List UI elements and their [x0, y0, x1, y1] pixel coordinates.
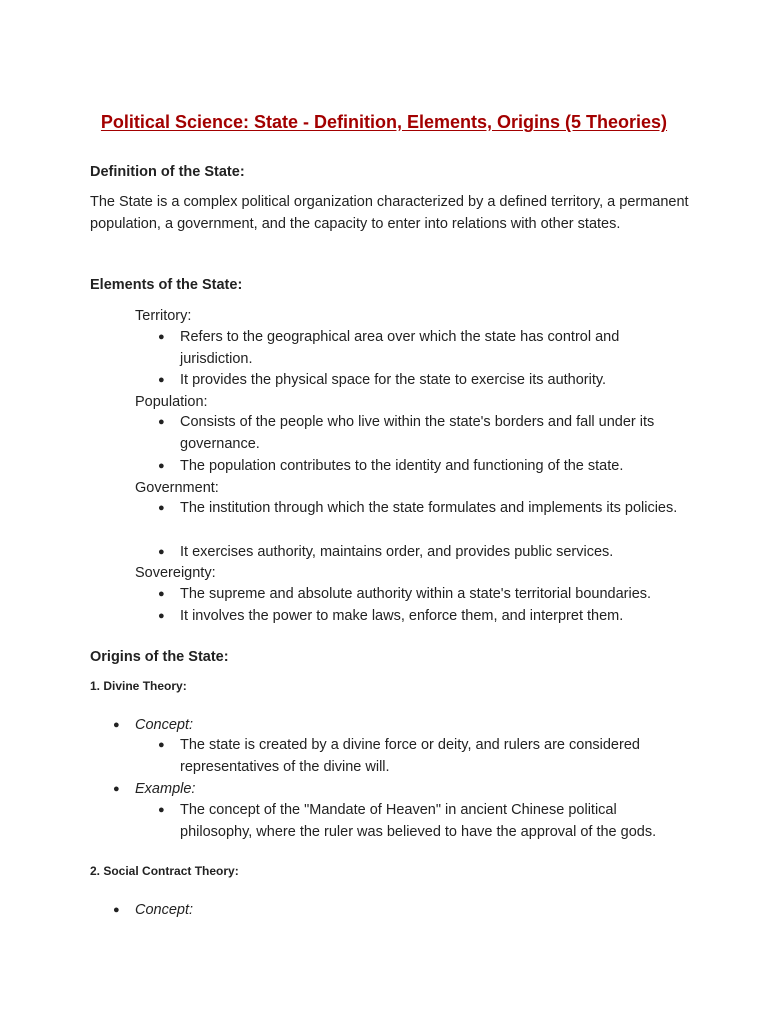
list-item-text: It provides the physical space for the state to exercise its authority.	[180, 372, 607, 388]
list-item-text: Consists of the people who live within the state's borders and fall under its governance.	[180, 414, 655, 452]
elements-heading: Elements of the State:	[90, 277, 243, 293]
list-item-text: The concept of the "Mandate of Heaven" in ancient Chinese political philosophy, where the ruler was believed to have the approval of the gods.	[180, 802, 657, 840]
bullet-icon: ●	[158, 588, 165, 600]
bullet-icon: ●	[158, 804, 165, 816]
bullet-icon: ●	[158, 331, 165, 343]
element-label-territory: Territory:	[135, 308, 192, 324]
bullet-icon: ●	[113, 904, 120, 916]
element-label-population: Population:	[135, 394, 208, 410]
list-item-text: The state is created by a divine force or deity, and rulers are considered representatives of the divine will.	[180, 737, 640, 775]
list-item-text: It exercises authority, maintains order, and provides public services.	[180, 544, 614, 560]
element-label-sovereignty: Sovereignty:	[135, 565, 216, 581]
list-item-text: The institution through which the state formulates and implements its policies.	[180, 500, 678, 516]
list-item-text: The supreme and absolute authority within a state's territorial boundaries.	[180, 586, 652, 602]
bullet-icon: ●	[158, 610, 165, 622]
list-item-text: The population contributes to the identity and functioning of the state.	[180, 458, 624, 474]
bullet-icon: ●	[158, 374, 165, 386]
list-item-label: Concept:	[135, 717, 194, 733]
bullet-icon: ●	[113, 719, 120, 731]
page-title: Political Science: State - Definition, Elements, Origins (5 Theories)	[100, 112, 668, 132]
bullet-icon: ●	[158, 416, 165, 428]
bullet-icon: ●	[158, 460, 165, 472]
list-item-label: Example:	[135, 781, 196, 797]
bullet-icon: ●	[113, 783, 120, 795]
bullet-icon: ●	[158, 546, 165, 558]
bullet-icon: ●	[158, 502, 165, 514]
definition-heading: Definition of the State:	[90, 164, 245, 180]
origins-heading: Origins of the State:	[90, 649, 229, 665]
definition-text: The State is a complex political organization characterized by a defined territory, a permanent population, a government, and the capacity to enter into relations with other states.	[90, 194, 689, 232]
list-item-text: Refers to the geographical area over which the state has control and jurisdiction.	[180, 329, 620, 367]
element-label-government: Government:	[135, 480, 219, 496]
list-item-label: Concept:	[135, 902, 194, 918]
theory-heading-social-contract: 2. Social Contract Theory:	[90, 864, 239, 878]
bullet-icon: ●	[158, 739, 165, 751]
theory-heading-divine: 1. Divine Theory:	[90, 679, 187, 693]
list-item-text: It involves the power to make laws, enforce them, and interpret them.	[180, 608, 624, 624]
